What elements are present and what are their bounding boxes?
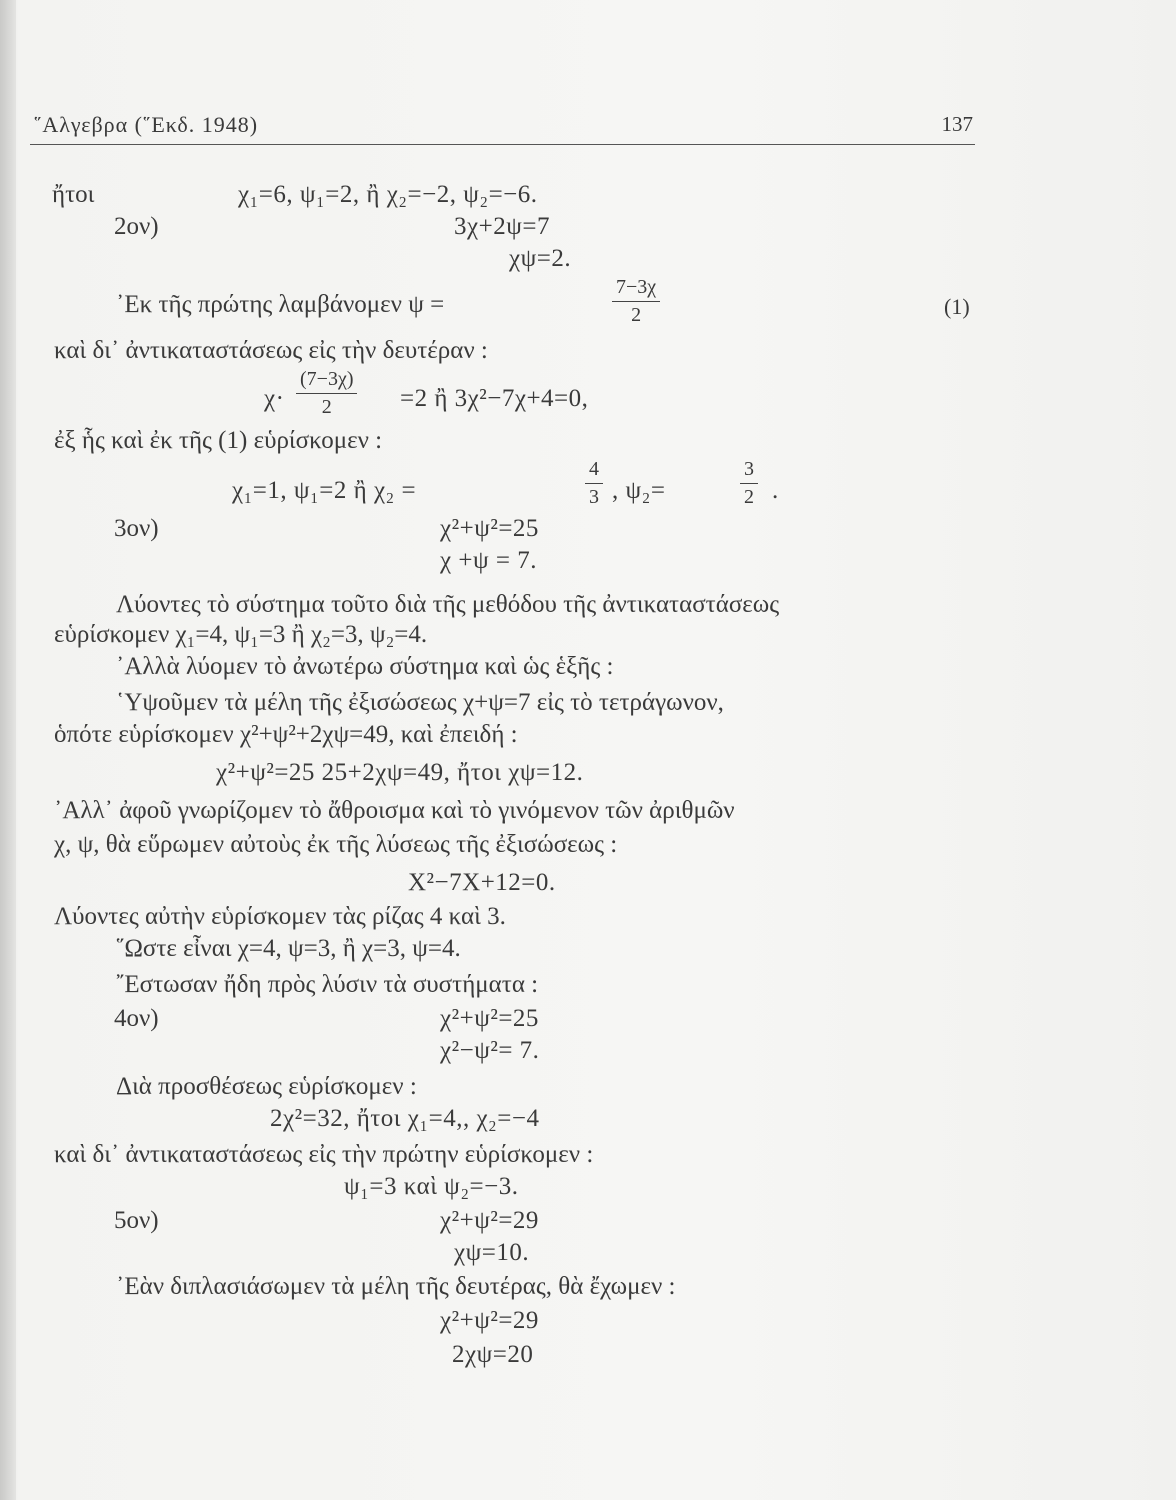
fraction (585, 458, 603, 509)
header-title: ῞Αλγεβρα (῞Εκδ. 1948) (34, 112, 259, 137)
page-number: 137 (941, 112, 973, 136)
text-line: ᾿Εὰν διπλασιάσωμεν τὰ μέλη τῆς δευτέρας, θὰ ἔχωμεν : (116, 1273, 676, 1300)
fraction (612, 276, 660, 327)
text-line: ῞Ωστε εἶναι χ=4, ψ=3, ἢ χ=3, ψ=4. (116, 935, 461, 962)
equation-line: ψ₁=3 καὶ ψ₂=−3. (344, 1173, 519, 1200)
text-line: ᾿Εκ τῆς πρώτης λαμβάνομεν ψ = (116, 291, 445, 318)
fraction-denominator: 3 (589, 486, 599, 508)
equation-line: χ²+ψ²=25 25+2χψ=49, ἤτοι χψ=12. (216, 759, 584, 786)
equation-line: χ₁=6, ψ₁=2, ἢ χ₂=−2, ψ₂=−6. (238, 181, 538, 208)
equation-line: χ²−ψ²= 7. (440, 1037, 540, 1064)
equation-line: χψ=10. (454, 1239, 530, 1266)
text-line: ῎Εστωσαν ἤδη πρὸς λύσιν τὰ συστήματα : (116, 971, 539, 998)
equation-part: . (772, 477, 779, 504)
equation-part: =2 ἢ 3χ²−7χ+4=0, (400, 385, 589, 412)
case-label: 4ον) (114, 1005, 159, 1032)
equation-line: 2χψ=20 (452, 1341, 534, 1368)
equation-line: χ²+ψ²=29 (440, 1307, 539, 1334)
fraction-denominator: 2 (631, 304, 642, 326)
equation-part: χ· (264, 385, 285, 412)
text-line: ὁπότε εὑρίσκομεν χ²+ψ²+2χψ=49, καὶ ἐπειδή : (54, 721, 518, 748)
text-line: ῾Υψοῦμεν τὰ μέλη τῆς ἐξισώσεως χ+ψ=7 εἰς τὸ τετράγωνον, (116, 689, 724, 716)
text-line: καὶ δι᾿ ἀντικαταστάσεως εἰς τὴν δευτέραν : (54, 337, 488, 364)
equation-line: Χ²−7Χ+12=0. (408, 869, 556, 896)
case-label: 3ον) (114, 515, 159, 542)
fraction-denominator: 2 (744, 486, 754, 508)
equation-line: χ +ψ = 7. (440, 547, 537, 574)
text-line: ἤτοι (52, 181, 95, 208)
fraction-numerator: (7−3χ) (296, 368, 357, 394)
equation-number: (1) (944, 294, 970, 319)
equation-part: χ₁=1, ψ₁=2 ἢ χ₂ = (232, 477, 417, 504)
fraction-numerator: 4 (585, 458, 603, 484)
equation-line: χψ=2. (509, 245, 572, 272)
case-label: 2ον) (114, 213, 159, 240)
equation-line: χ²+ψ²=29 (440, 1207, 539, 1234)
equation-part: , ψ₂= (612, 477, 666, 504)
text-line: Λύοντες τὸ σύστημα τοῦτο διὰ τῆς μεθόδου τῆς ἀντικαταστάσεως (116, 591, 780, 618)
equation-line: 3χ+2ψ=7 (454, 213, 550, 240)
fraction-numerator: 3 (740, 458, 758, 484)
fraction (296, 368, 357, 419)
text-line: εὑρίσκομεν χ₁=4, ψ₁=3 ἢ χ₂=3, ψ₂=4. (54, 621, 428, 648)
text-line: Διὰ προσθέσεως εὑρίσκομεν : (116, 1073, 417, 1100)
fraction-denominator: 2 (321, 396, 332, 418)
running-header (30, 108, 975, 145)
text-line: Λύοντες αὐτὴν εὑρίσκομεν τὰς ρίζας 4 καὶ 3. (54, 903, 506, 930)
text-line: ἐξ ἧς καὶ ἐκ τῆς (1) εὑρίσκομεν : (54, 427, 383, 454)
equation-line: 2χ²=32, ἤτοι χ₁=4,, χ₂=−4 (270, 1105, 540, 1132)
equation-line: χ²+ψ²=25 (440, 1005, 539, 1032)
text-line: καὶ δι᾿ ἀντικαταστάσεως εἰς τὴν πρώτην εὑρίσκομεν : (54, 1141, 594, 1168)
fraction-numerator: 7−3χ (612, 276, 660, 302)
text-line: ᾿Αλλ᾿ ἀφοῦ γνωρίζομεν τὸ ἄθροισμα καὶ τὸ γινόμενον τῶν ἀριθμῶν (54, 797, 735, 824)
page-binding-shadow (0, 0, 16, 1500)
text-line: ᾿Αλλὰ λύομεν τὸ ἀνωτέρω σύστημα καὶ ὡς ἑξῆς : (116, 653, 614, 680)
fraction (740, 458, 758, 509)
equation-line: χ²+ψ²=25 (440, 515, 539, 542)
case-label: 5ον) (114, 1207, 159, 1234)
text-line: χ, ψ, θὰ εὕρωμεν αὐτοὺς ἐκ τῆς λύσεως τῆς ἐξισώσεως : (54, 831, 618, 858)
